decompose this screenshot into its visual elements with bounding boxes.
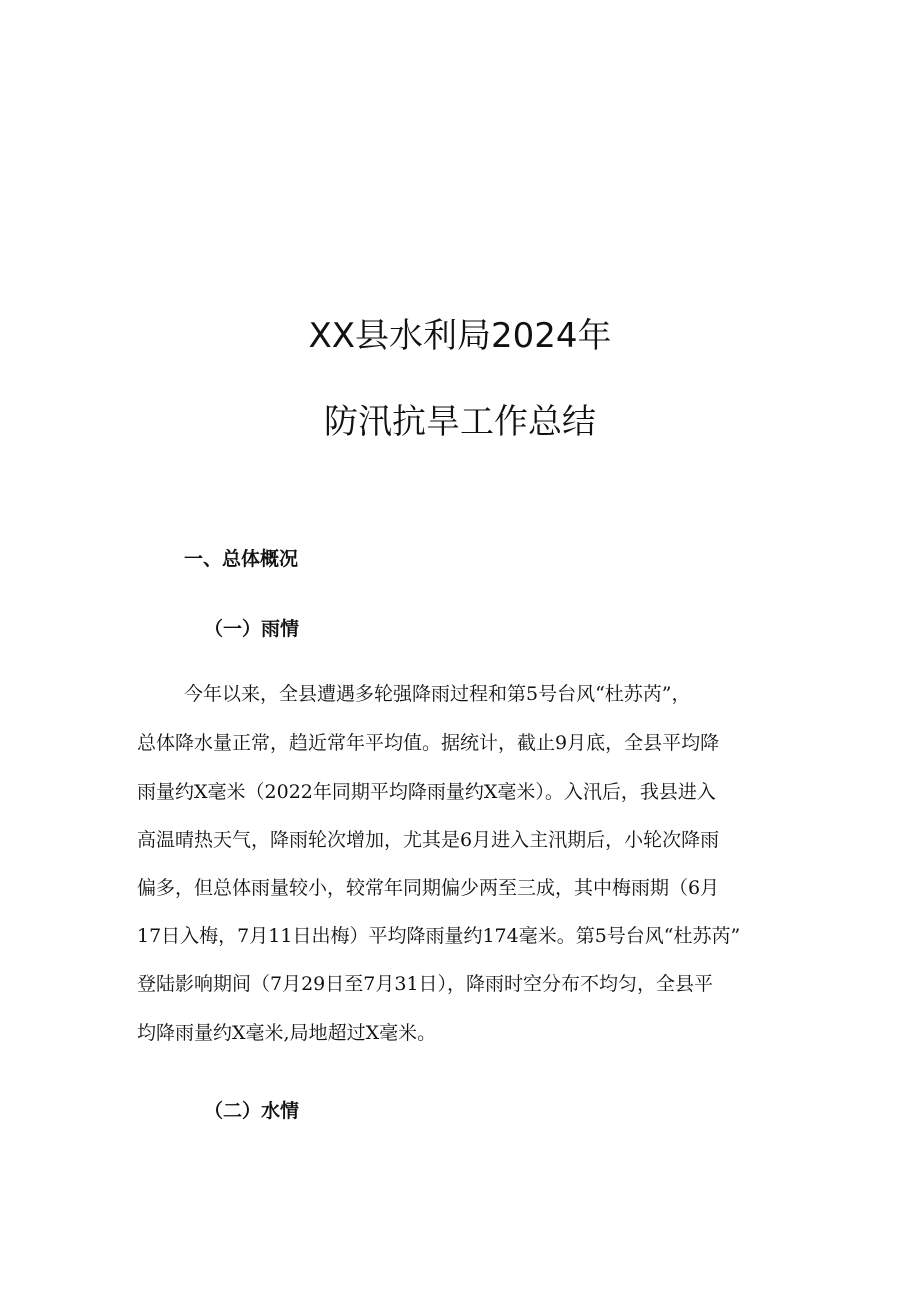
paragraph-line: 总体降水量正常，趋近常年平均值。据统计，截止9月底，全县平均降 [137, 732, 720, 754]
subsection-heading-water: （二）水情 [204, 1100, 300, 1122]
paragraph-line: 高温晴热天气，降雨轮次增加，尤其是6月进入主汛期后，小轮次降雨 [137, 829, 720, 851]
document-title-line-1: XX县水利局2024年 [308, 316, 612, 356]
paragraph-line: 偏多，但总体雨量较小，较常年同期偏少两至三成，其中梅雨期（6月 [137, 877, 720, 899]
paragraph-line: 雨量约X毫米（2022年同期平均降雨量约X毫米）。入汛后，我县进入 [137, 781, 716, 803]
document-title-line-2: 防汛抗旱工作总结 [324, 402, 596, 442]
section-heading-overview: 一、总体概况 [184, 548, 299, 570]
paragraph-line: 登陆影响期间（7月29日至7月31日），降雨时空分布不均匀，全县平 [137, 973, 714, 995]
paragraph-line: 17日入梅，7月11日出梅）平均降雨量约174毫米。第5号台风“杜苏芮” [137, 925, 741, 947]
paragraph-line: 今年以来，全县遭遇多轮强降雨过程和第5号台风“杜苏芮”， [184, 683, 691, 705]
subsection-heading-rain: （一）雨情 [204, 618, 300, 640]
paragraph-line: 均降雨量约X毫米,局地超过X毫米。 [137, 1022, 437, 1044]
